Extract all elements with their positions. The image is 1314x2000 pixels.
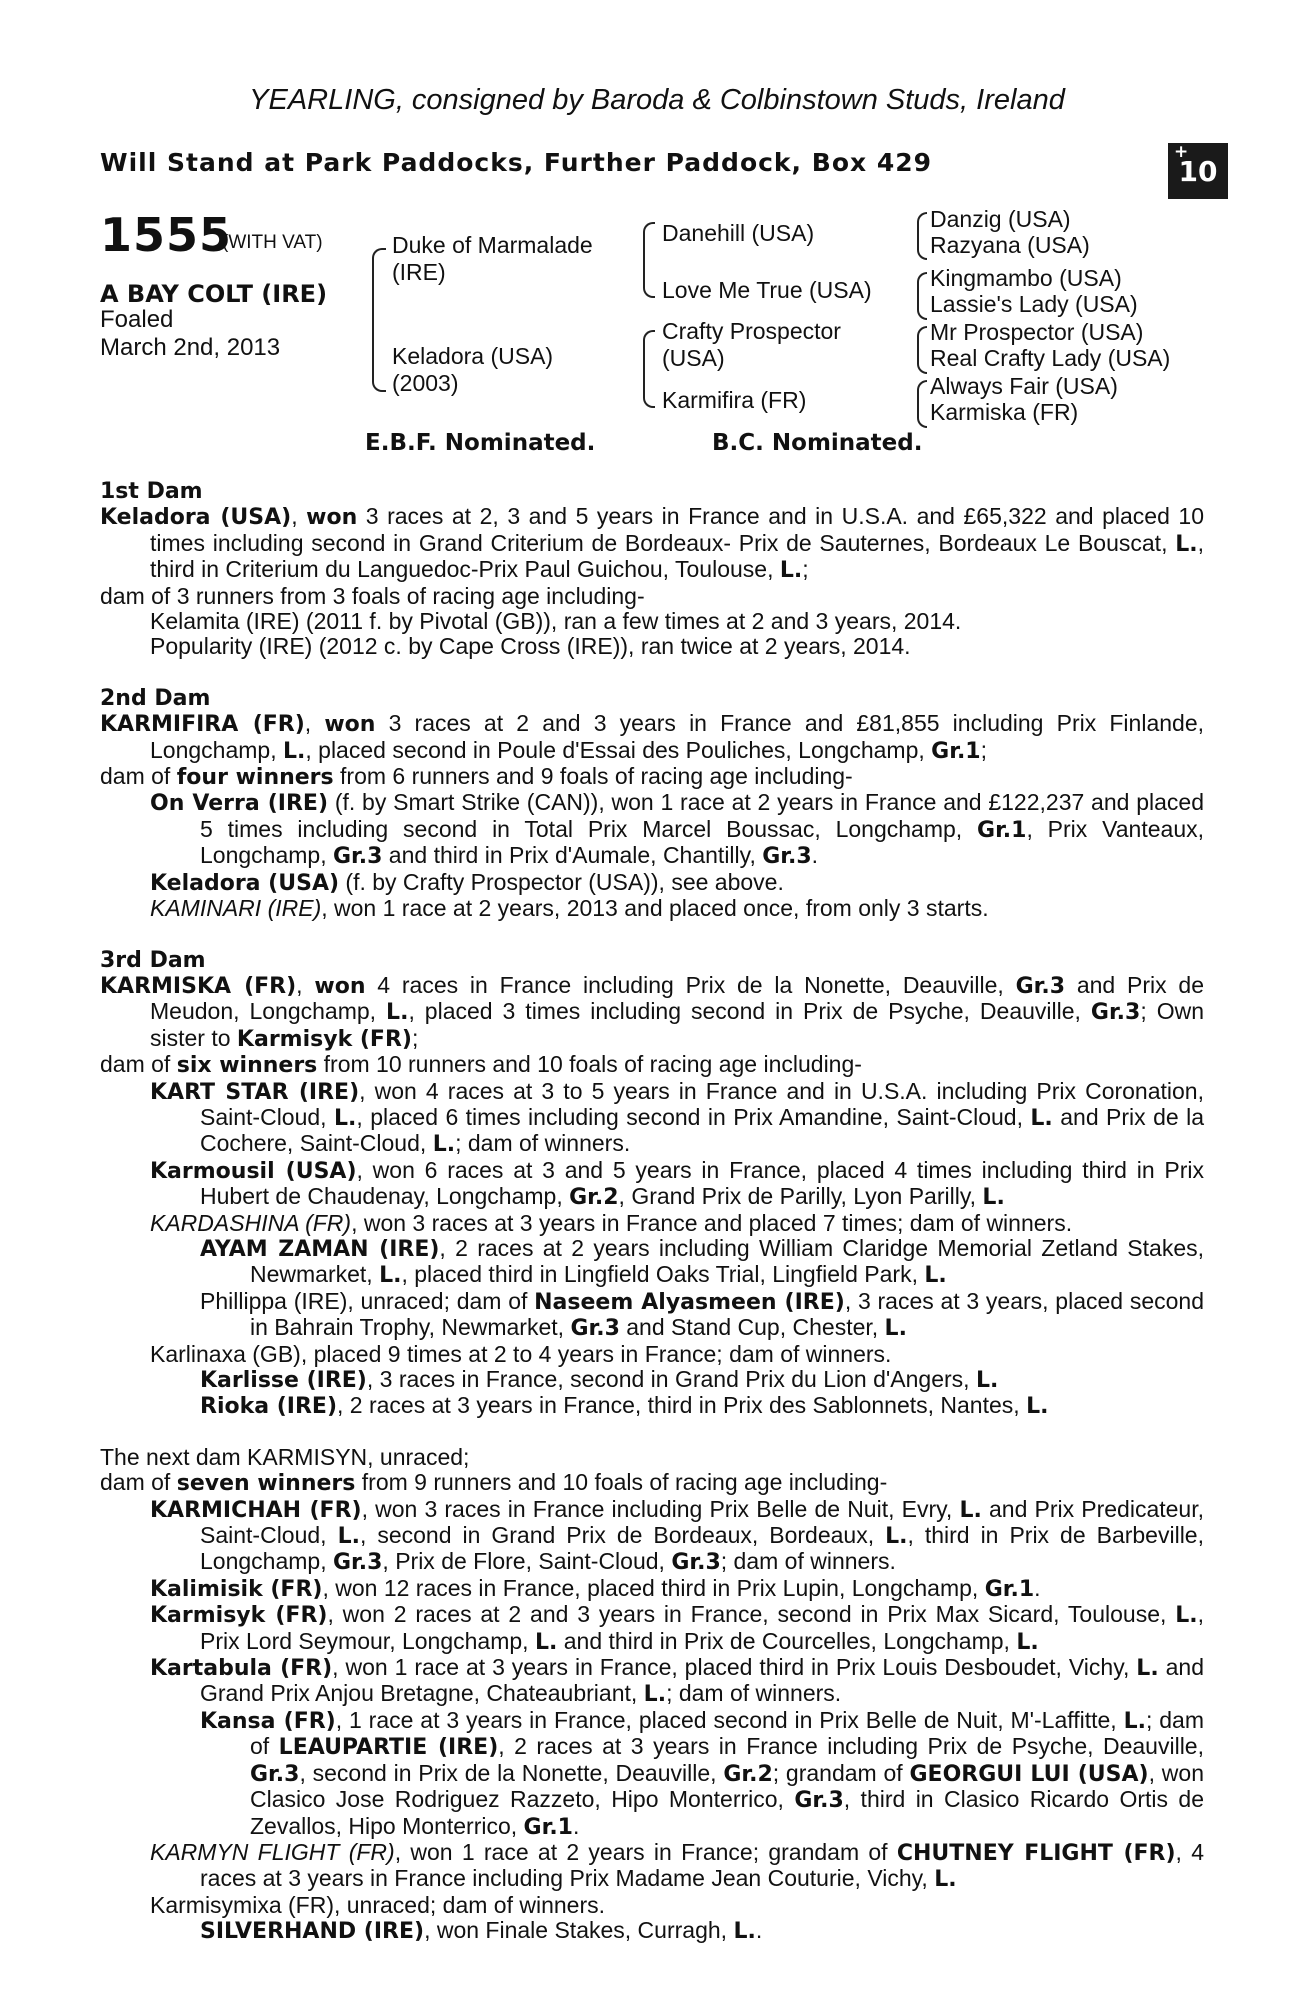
consignor-line: YEARLING, consigned by Baroda & Colbinstown Studs, Ireland	[249, 84, 1065, 116]
dam3-grandprogeny-ayam-zaman: AYAM ZAMAN (IRE), 2 races at 2 years including William Claridge Memorial Zetland Stakes, Newmarket, L., placed third in Lingfield Oaks Trial, Lingfield Park, L.	[200, 1234, 1204, 1289]
dam1-progeny-1: Kelamita (IRE) (2011 f. by Pivotal (GB)), ran a few times at 2 and 3 years, 2014.	[150, 608, 962, 635]
nextdam-damof: dam of seven winners from 9 runners and 10 foals of racing age including-	[100, 1469, 888, 1497]
nextdam-grandprogeny-silverhand: SILVERHAND (IRE), won Finale Stakes, Curragh, L..	[200, 1917, 763, 1945]
lot-badge	[1168, 143, 1228, 199]
pedigree-brace-g1	[917, 212, 927, 260]
dam2-progeny-keladora: Keladora (USA) (f. by Crafty Prospector (USA)), see above.	[150, 868, 784, 896]
dam1-record: Keladora (USA), won 3 races at 2, 3 and 5 years in France and in U.S.A. and £65,322 and placed 10 times including second in Grand Criterium de Bordeaux- Prix de Sauternes, Bordeaux Le Bouscat, L., third in Criterium du Languedoc-Prix Paul Guichou, Toulouse, L.;	[100, 503, 1205, 584]
dam2-progeny-on-verra: On Verra (IRE) (f. by Smart Strike (CAN)), won 1 race at 2 years in France and £122,237 and placed 5 times including second in Total Prix Marcel Boussac, Longchamp, Gr.1, Prix Vanteaux, Longchamp, Gr.3 and third in Prix d'Aumale, Chantilly, Gr.3.	[150, 789, 1205, 870]
dam2-progeny-kaminari: KAMINARI (IRE), won 1 race at 2 years, 2013 and placed once, from only 3 starts.	[150, 895, 989, 922]
dam2-heading: 2nd Dam	[100, 685, 211, 711]
foaled-date: March 2nd, 2013	[100, 334, 281, 361]
lot-number: 1555	[100, 208, 233, 262]
pedigree-g1: Danzig (USA)	[930, 206, 1071, 232]
bc-nominated: B.C. Nominated.	[712, 430, 923, 456]
pedigree-sire-dam: Love Me True (USA)	[662, 277, 872, 303]
pedigree-g7: Always Fair (USA)	[930, 373, 1118, 399]
pedigree-brace-g4	[917, 380, 927, 428]
pedigree-g6: Real Crafty Lady (USA)	[930, 345, 1171, 371]
lot-title: A BAY COLT (IRE)	[100, 280, 328, 308]
dam3-progeny-kart-star: KART STAR (IRE), won 4 races at 3 to 5 years in France and in U.S.A. including Prix Coronation, Saint-Cloud, L., placed 6 times including second in Prix Amandine, Saint-Cloud, L. and Prix de la Cochere, Saint-Cloud, L.; dam of winners.	[150, 1077, 1205, 1158]
nextdam-progeny-karmisyk: Karmisyk (FR), won 2 races at 2 and 3 years in France, second in Prix Max Sicard, Toulouse, L., Prix Lord Seymour, Longchamp, L. and third in Prix de Courcelles, Longchamp, L.	[150, 1601, 1204, 1655]
pedigree-brace-sire	[643, 222, 655, 298]
nextdam-progeny-kalimisik: Kalimisik (FR), won 12 races in France, placed third in Prix Lupin, Longchamp, Gr.1.	[150, 1574, 1041, 1602]
nextdam-line: The next dam KARMISYN, unraced;	[100, 1443, 470, 1470]
dam3-progeny-kardashina: KARDASHINA (FR), won 3 races at 3 years in France and placed 7 times; dam of winners.	[150, 1209, 1073, 1236]
pedigree-sire: Duke of Marmalade (IRE)	[392, 232, 593, 285]
pedigree-sire-sire: Danehill (USA)	[662, 220, 815, 246]
pedigree-brace-dam	[643, 330, 655, 408]
dam1-heading: 1st Dam	[100, 479, 203, 504]
dam3-heading: 3rd Dam	[100, 947, 206, 973]
pedigree-g2: Razyana (USA)	[930, 232, 1090, 258]
dam3-damof: dam of six winners from 10 runners and 10 foals of racing age including-	[100, 1051, 862, 1079]
nextdam-progeny-karmyn-flight: KARMYN FLIGHT (FR), won 1 race at 2 years in France; grandam of CHUTNEY FLIGHT (FR), 4 races at 3 years in France including Prix Madame Jean Couturie, Vichy, L.	[150, 1838, 1204, 1893]
pedigree-brace-g3	[917, 326, 927, 374]
dam3-progeny-karmousil: Karmousil (USA), won 6 races at 3 and 5 years in France, placed 4 times including third in Prix Hubert de Chaudenay, Longchamp, Gr.2, Grand Prix de Parilly, Lyon Parilly, L.	[150, 1156, 1204, 1211]
nextdam-progeny-karmisymixa: Karmisymixa (FR), unraced; dam of winners.	[150, 1891, 606, 1918]
pedigree-dam: Keladora (USA) (2003)	[392, 343, 554, 396]
nextdam-progeny-karmichah: KARMICHAH (FR), won 3 races in France including Prix Belle de Nuit, Evry, L. and Prix Predicateur, Saint-Cloud, L., second in Grand Prix de Bordeaux, Bordeaux, L., third in Prix de Barbeville, Longchamp, Gr.3, Prix de Flore, Saint-Cloud, Gr.3; dam of winners.	[150, 1495, 1204, 1576]
badge-plus: +	[1174, 142, 1189, 162]
pedigree-g5: Mr Prospector (USA)	[930, 319, 1144, 345]
ebf-nominated: E.B.F. Nominated.	[365, 430, 596, 456]
catalogue-body	[100, 478, 1204, 1945]
dam1-damof: dam of 3 runners from 3 foals of racing age including-	[100, 582, 645, 609]
dam3-record: KARMISKA (FR), won 4 races in France including Prix de la Nonette, Deauville, Gr.3 and Prix de Meudon, Longchamp, L., placed 3 times including second in Prix de Psyche, Deauville, Gr.3; Own sister to Karmisyk (FR);	[100, 971, 1205, 1052]
pedigree-g3: Kingmambo (USA)	[930, 265, 1122, 291]
badge-number: 10	[1178, 155, 1218, 188]
nextdam-grandprogeny-kansa: Kansa (FR), 1 race at 3 years in France, placed second in Prix Belle de Nuit, M'-Laffitte, L.; dam of LEAUPARTIE (IRE), 2 races at 3 years in France including Prix de Psyche, Deauville, Gr.3, second in Prix de la Nonette, Deauville, Gr.2; grandam of GEORGUI LUI (USA), won Clasico Jose Rodriguez Razzeto, Hipo Monterrico, Gr.3, third in Clasico Ricardo Ortis de Zevallos, Hipo Monterrico, Gr.1.	[200, 1706, 1205, 1840]
pedigree-g4: Lassie's Lady (USA)	[930, 291, 1138, 317]
dam2-record: KARMIFIRA (FR), won 3 races at 2 and 3 years in France and £81,855 including Prix Finlande, Longchamp, L., placed second in Poule d'Essai des Pouliches, Longchamp, Gr.1;	[100, 710, 1205, 764]
foaled-info	[100, 306, 280, 362]
dam1-progeny-2: Popularity (IRE) (2012 c. by Cape Cross (IRE)), ran twice at 2 years, 2014.	[150, 633, 911, 660]
dam3-grandprogeny-karlisse: Karlisse (IRE), 3 races in France, second in Grand Prix du Lion d'Angers, L.	[200, 1366, 999, 1393]
stand-location: Will Stand at Park Paddocks, Further Paddock, Box 429	[100, 148, 933, 177]
pedigree-dam-dam: Karmifira (FR)	[662, 387, 807, 413]
dam2-damof: dam of four winners from 6 runners and 9 foals of racing age including-	[100, 763, 853, 791]
dam3-grandprogeny-phillippa: Phillippa (IRE), unraced; dam of Naseem Alyasmeen (IRE), 3 races at 3 years, placed second in Bahrain Trophy, Newmarket, Gr.3 and Stand Cup, Chester, L.	[200, 1287, 1204, 1342]
dam3-progeny-karlinaxa: Karlinaxa (GB), placed 9 times at 2 to 4 years in France; dam of winners.	[150, 1340, 892, 1367]
nextdam-progeny-kartabula: Kartabula (FR), won 1 race at 3 years in France, placed third in Prix Louis Desboudet, Vichy, L. and Grand Prix Anjou Bretagne, Chateaubriant, L.; dam of winners.	[150, 1654, 1204, 1708]
dam3-grandprogeny-rioka: Rioka (IRE), 2 races at 3 years in France, third in Prix des Sablonnets, Nantes, L.	[200, 1392, 1049, 1420]
foaled-label: Foaled	[100, 306, 174, 333]
pedigree-brace-g2	[917, 272, 927, 320]
pedigree-g8: Karmiska (FR)	[930, 399, 1079, 425]
pedigree-dam-sire: Crafty Prospector (USA)	[662, 318, 841, 371]
vat-label: (WITH VAT)	[222, 232, 323, 253]
pedigree-brace-main	[372, 248, 386, 392]
